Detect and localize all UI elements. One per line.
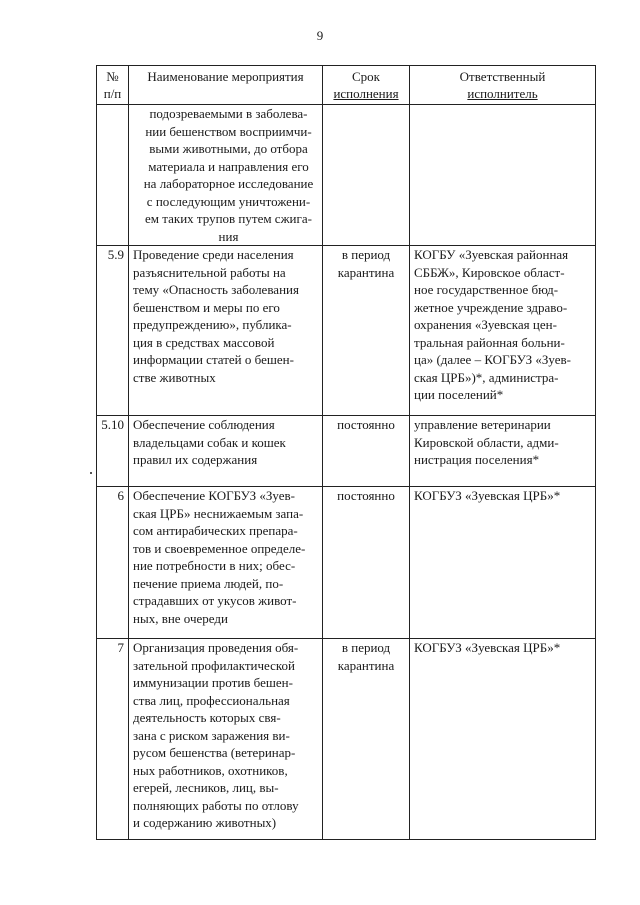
row-2-name-line-1: Обеспечение соблюдения	[133, 417, 275, 432]
row-activity-name	[129, 639, 323, 840]
row-0-name-line-7: ем таких трупов путем сжига-	[145, 211, 312, 226]
row-4-name-line-7: русом бешенства (ветеринар-	[133, 745, 296, 760]
row-1-resp-line-4: жетное учреждение здраво-	[414, 299, 568, 315]
row-1-name-line-6: ция в средствах массовой	[133, 334, 275, 350]
header-term-line-1: Срок	[352, 69, 380, 84]
row-number: 6	[97, 487, 129, 639]
row-number: 7	[97, 639, 129, 840]
row-1-name-line-7: информации статей о бешен-	[133, 352, 294, 367]
row-3-name-line-2: ская ЦРБ» неснижаемым запа-	[133, 505, 304, 521]
row-4-name-line-1: Организация проведения обя-	[133, 640, 299, 655]
row-1-term-line-2: карантина	[337, 264, 395, 280]
row-1-resp-line-9: ции поселений*	[414, 387, 504, 402]
row-4-name-line-5: деятельность которых свя-	[133, 710, 281, 725]
row-1-resp-line-2: СББЖ», Кировское област-	[414, 264, 565, 280]
row-1-name-line-2: разъяснительной работы на	[133, 264, 286, 280]
header-activity-name-text: Наименование мероприятия	[147, 69, 304, 84]
table-row	[97, 639, 596, 840]
row-number: 5.9	[97, 246, 129, 416]
row-responsible	[410, 246, 596, 416]
row-0-name-line-5: на лабораторное исследование	[143, 176, 314, 191]
row-2-resp-line-2: Кировской области, адми-	[414, 434, 559, 450]
row-term	[323, 105, 410, 246]
row-term	[323, 487, 410, 639]
row-1-name-line-5: предупреждению», публика-	[133, 317, 292, 332]
header-responsible-line-1: Ответственный	[459, 69, 546, 84]
row-3-term-line-1: постоянно	[337, 488, 395, 503]
header-term	[323, 66, 410, 105]
activities-table	[96, 65, 596, 840]
row-1-resp-line-1: КОГБУ «Зуевская районная	[414, 247, 569, 262]
row-1-name-line-3: тему «Опасность заболевания	[133, 282, 299, 297]
header-term-line-2: исполнения	[333, 86, 399, 101]
row-4-name-line-9: егерей, лесников, лиц, вы-	[133, 780, 279, 795]
row-responsible	[410, 416, 596, 487]
row-3-resp-line-1: КОГБУЗ «Зуевская ЦРБ»*	[414, 488, 561, 503]
row-0-name-line-1: подозреваемыми в заболева-	[149, 106, 308, 121]
row-3-name-line-7: страдавших от укусов живот-	[133, 593, 297, 608]
table-row	[97, 416, 596, 487]
header-number-line-2: п/п	[103, 86, 122, 101]
row-0-name-line-6: с последующим уничтожени-	[146, 193, 311, 209]
row-term	[323, 639, 410, 840]
row-3-name-line-5: ние потребности в них; обес-	[133, 558, 296, 573]
row-3-name-line-3: сом антирабических препара-	[133, 523, 298, 538]
row-0-name-line-2: нии бешенством восприимчи-	[145, 123, 312, 139]
header-number-line-1: №	[106, 69, 119, 84]
row-activity-name	[129, 105, 323, 246]
table-header-row	[97, 66, 596, 105]
row-0-name-line-8: ния	[218, 228, 239, 244]
row-3-name-line-6: печение приема людей, по-	[133, 575, 284, 591]
row-1-resp-line-3: ное государственное бюд-	[414, 282, 559, 297]
row-1-name-line-1: Проведение среди населения	[133, 247, 294, 262]
row-responsible	[410, 639, 596, 840]
row-4-name-line-3: иммунизации против бешен-	[133, 675, 293, 690]
row-2-term-line-1: постоянно	[337, 417, 395, 432]
row-2-name-line-2: владельцами собак и кошек	[133, 434, 286, 450]
row-1-name-line-8: стве животных	[133, 369, 216, 385]
row-3-name-line-1: Обеспечение КОГБУЗ «Зуев-	[133, 488, 295, 503]
row-4-name-line-10: полняющих работы по отлову	[133, 797, 299, 813]
row-4-name-line-11: и содержанию животных)	[133, 815, 277, 830]
row-4-name-line-8: ных работников, охотников,	[133, 762, 288, 778]
row-2-resp-line-1: управление ветеринарии	[414, 417, 551, 432]
row-1-resp-line-5: охранения «Зуевская цен-	[414, 317, 557, 332]
row-number	[97, 105, 129, 246]
row-1-term-line-1: в период	[341, 247, 391, 262]
row-1-resp-line-7: ца» (далее – КОГБУЗ «Зуев-	[414, 352, 571, 367]
row-0-name-line-3: выми животными, до отбора	[149, 141, 308, 156]
table-row	[97, 105, 596, 246]
row-1-resp-line-6: тральная районная больни-	[414, 334, 565, 350]
row-responsible	[410, 487, 596, 639]
row-number: 5.10	[97, 416, 129, 487]
header-activity-name	[129, 66, 323, 105]
table-row	[97, 246, 596, 416]
header-number	[97, 66, 129, 105]
row-2-name-line-3: правил их содержания	[133, 452, 258, 467]
row-1-resp-line-8: ская ЦРБ»)*, администра-	[414, 369, 559, 385]
header-responsible-line-2: исполнитель	[467, 86, 538, 101]
row-responsible	[410, 105, 596, 246]
row-4-name-line-2: зательной профилактической	[133, 657, 295, 673]
table-row	[97, 487, 596, 639]
row-activity-name	[129, 246, 323, 416]
row-0-name-line-4: материала и направления его	[148, 158, 309, 174]
row-4-name-line-6: зана с риском заражения ви-	[133, 727, 290, 743]
row-term	[323, 416, 410, 487]
page-number: 9	[316, 28, 324, 43]
scan-speck	[90, 472, 92, 474]
row-term	[323, 246, 410, 416]
row-activity-name	[129, 416, 323, 487]
row-4-resp-line-1: КОГБУЗ «Зуевская ЦРБ»*	[414, 640, 561, 655]
row-4-name-line-4: ства лиц, профессиональная	[133, 692, 290, 708]
row-1-name-line-4: бешенством и меры по его	[133, 299, 280, 315]
row-activity-name	[129, 487, 323, 639]
header-responsible	[410, 66, 596, 105]
row-4-term-line-1: в период	[341, 640, 391, 655]
row-3-name-line-8: ных, вне очереди	[133, 610, 228, 626]
row-3-name-line-4: тов и своевременное определе-	[133, 540, 306, 556]
row-4-term-line-2: карантина	[337, 657, 395, 673]
row-2-resp-line-3: нистрация поселения*	[414, 452, 540, 467]
